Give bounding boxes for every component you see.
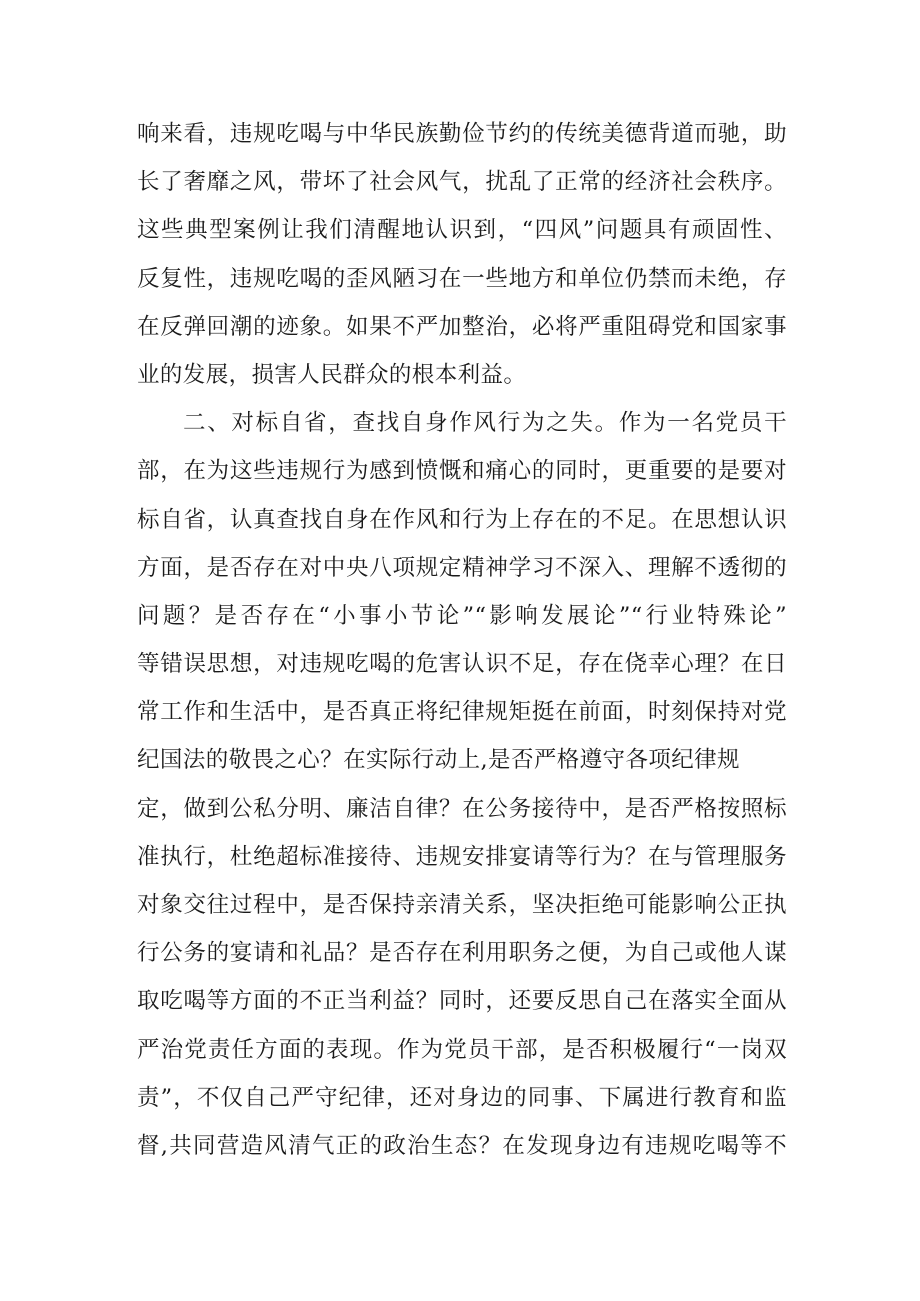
text-line: 问题？是否存在“小事小节论”“影响发展论”“行业特殊论”	[137, 602, 787, 629]
body-text	[137, 110, 787, 1170]
text-line: 等错误思想，对违规吃喝的危害认识不足，存在侥幸心理？在日	[137, 651, 787, 678]
text-line: 行公务的宴请和礼品？是否存在利用职务之便，为自己或他人谋	[137, 940, 787, 967]
text-line: 责”，不仅自己严守纪律，还对身边的同事、下属进行教育和监	[137, 1084, 787, 1111]
text-line: 常工作和生活中，是否真正将纪律规矩挺在前面，时刻保持对党	[137, 699, 787, 726]
text-line: 业的发展，损害人民群众的根本利益。	[137, 361, 527, 388]
text-line: 这些典型案例让我们清醒地认识到，“四风”问题具有顽固性、	[137, 217, 787, 244]
section-heading-line: 二、对标自省，查找自身作风行为之失。作为一名党员干	[183, 410, 787, 437]
text-line: 严治党责任方面的表现。作为党员干部，是否积极履行“一岗双	[137, 1036, 787, 1063]
text-line: 对象交往过程中，是否保持亲清关系，坚决拒绝可能影响公正执	[137, 892, 787, 918]
text-line: 在反弹回潮的迹象。如果不严加整治，必将严重阻碍党和国家事	[137, 313, 787, 340]
text-line: 部，在为这些违规行为感到愤慨和痛心的同时，更重要的是要对	[137, 458, 787, 485]
text-line: 督,共同营造风清气正的政治生态？在发现身边有违规吃喝等不	[137, 1132, 787, 1159]
text-line: 反复性，违规吃喝的歪风陋习在一些地方和单位仍禁而未绝，存	[137, 265, 787, 292]
text-line: 响来看，违规吃喝与中华民族勤俭节约的传统美德背道而驰，助	[137, 121, 787, 147]
text-line: 方面，是否存在对中央八项规定精神学习不深入、理解不透彻的	[137, 554, 787, 581]
text-line: 纪国法的敬畏之心？在实际行动上,是否严格遵守各项纪律规	[137, 747, 740, 774]
text-line: 取吃喝等方面的不正当利益？同时，还要反思自己在落实全面从	[137, 988, 787, 1015]
text-line: 准执行，杜绝超标准接待、违规安排宴请等行为？在与管理服务	[137, 843, 787, 870]
text-line: 长了奢靡之风，带坏了社会风气，扰乱了正常的经济社会秩序。	[137, 169, 787, 196]
text-line: 定，做到公私分明、廉洁自律？在公务接待中，是否严格按照标	[137, 795, 787, 822]
text-line: 标自省，认真查找自身在作风和行为上存在的不足。在思想认识	[137, 506, 787, 533]
